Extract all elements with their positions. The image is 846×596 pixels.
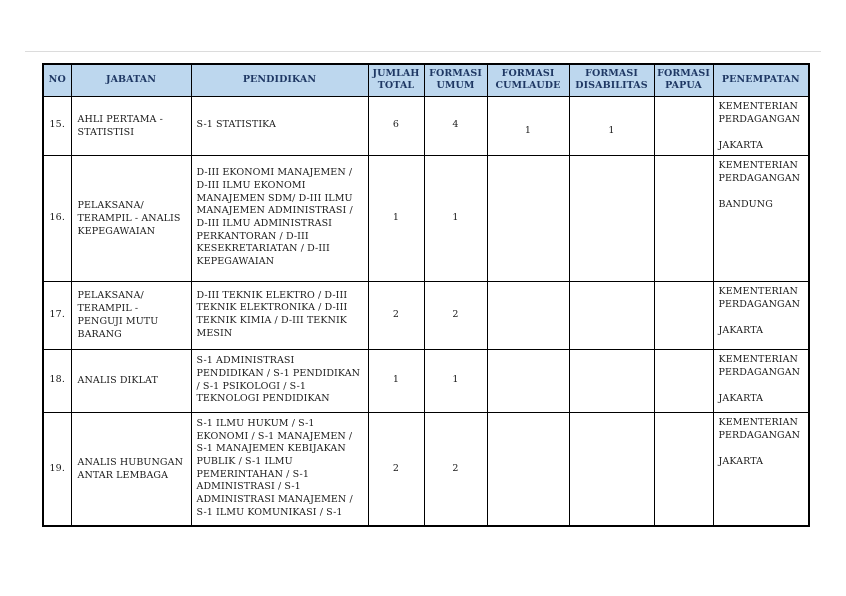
cell-no: 19.	[43, 412, 71, 526]
cell-formasi-papua	[654, 349, 713, 412]
table-row	[43, 412, 809, 526]
cell-jumlah-total: 1	[368, 349, 424, 412]
header-cell-pendidikan: PENDIDIKAN	[191, 64, 368, 96]
cell-jumlah-total: 2	[368, 412, 424, 526]
cell-formasi-disabilitas	[569, 281, 654, 349]
cell-formasi-umum: 1	[424, 155, 487, 281]
cell-pendidikan: D-III EKONOMI MANAJEMEN / D-III ILMU EKONOMI MANAJEMEN SDM/ D-III ILMU MANAJEMEN ADMINISTRASI / D-III ILMU ADMINISTRASI PERKANTORAN / D-III KESEKRETARIATAN / D-III KEPEGAWAIAN	[191, 155, 368, 281]
formasi-table	[42, 63, 810, 527]
header-cell-formasi-papua: FORMASI PAPUA	[654, 64, 713, 96]
cell-penempatan	[713, 349, 809, 412]
cell-no: 15.	[43, 96, 71, 155]
cell-pendidikan: D-III TEKNIK ELEKTRO / D-III TEKNIK ELEKTRONIKA / D-III TEKNIK KIMIA / D-III TEKNIK MESIN	[191, 281, 368, 349]
cell-pendidikan: S-1 ILMU HUKUM / S-1 EKONOMI / S-1 MANAJEMEN / S-1 MANAJEMEN KEBIJAKAN PUBLIK / S-1 ILMU PEMERINTAHAN / S-1 ADMINISTRASI / S-1 ADMINISTRASI MANAJEMEN / S-1 ILMU KOMUNIKASI / S-1	[191, 412, 368, 526]
table-row	[43, 281, 809, 349]
cell-formasi-papua	[654, 96, 713, 155]
cell-penempatan	[713, 412, 809, 526]
cell-jabatan: PELAKSANA/ TERAMPIL - PENGUJI MUTU BARANG	[71, 281, 191, 349]
penempatan-lokasi: JAKARTA	[718, 455, 764, 467]
cell-formasi-cumlaude	[487, 281, 569, 349]
header-cell-formasi-umum: FORMASI UMUM	[424, 64, 487, 96]
header-cell-no: NO	[43, 64, 71, 96]
cell-jumlah-total: 2	[368, 281, 424, 349]
penempatan-instansi: KEMENTERIAN PERDAGANGAN	[718, 416, 801, 441]
cell-jabatan: ANALIS HUBUNGAN ANTAR LEMBAGA	[71, 412, 191, 526]
header-cell-formasi-cumlaude: FORMASI CUMLAUDE	[487, 64, 569, 96]
penempatan-instansi: KEMENTERIAN PERDAGANGAN	[718, 353, 801, 378]
cell-formasi-cumlaude	[487, 349, 569, 412]
cell-no: 17.	[43, 281, 71, 349]
cell-formasi-papua	[654, 155, 713, 281]
cell-no: 18.	[43, 349, 71, 412]
penempatan-instansi: KEMENTERIAN PERDAGANGAN	[718, 285, 801, 310]
cell-formasi-disabilitas	[569, 412, 654, 526]
cell-pendidikan: S-1 STATISTIKA	[191, 96, 368, 155]
cell-jabatan: PELAKSANA/ TERAMPIL - ANALIS KEPEGAWAIAN	[71, 155, 191, 281]
penempatan-lokasi: JAKARTA	[718, 139, 764, 151]
cell-formasi-umum: 2	[424, 412, 487, 526]
cell-formasi-disabilitas	[569, 155, 654, 281]
table-row	[43, 155, 809, 281]
cell-penempatan	[713, 96, 809, 155]
cell-formasi-papua	[654, 412, 713, 526]
header-cell-jumlah-total: JUMLAH TOTAL	[368, 64, 424, 96]
table-row	[43, 349, 809, 412]
cell-no: 16.	[43, 155, 71, 281]
header-cell-penempatan: PENEMPATAN	[713, 64, 809, 96]
cell-formasi-cumlaude	[487, 412, 569, 526]
penempatan-instansi: KEMENTERIAN PERDAGANGAN	[718, 159, 801, 184]
header-cell-formasi-disabilitas: FORMASI DISABILITAS	[569, 64, 654, 96]
penempatan-lokasi: JAKARTA	[718, 324, 764, 336]
cell-penempatan	[713, 281, 809, 349]
cell-formasi-umum: 1	[424, 349, 487, 412]
cell-formasi-disabilitas: 1	[569, 96, 654, 155]
cell-formasi-umum: 2	[424, 281, 487, 349]
table-row	[43, 96, 809, 155]
cell-jabatan: ANALIS DIKLAT	[71, 349, 191, 412]
cell-jabatan: AHLI PERTAMA - STATISTISI	[71, 96, 191, 155]
cell-pendidikan: S-1 ADMINISTRASI PENDIDIKAN / S-1 PENDIDIKAN / S-1 PSIKOLOGI / S-1 TEKNOLOGI PENDIDIKAN	[191, 349, 368, 412]
cell-jumlah-total: 6	[368, 96, 424, 155]
penempatan-lokasi: BANDUNG	[718, 198, 773, 210]
page-top-divider	[25, 51, 821, 52]
cell-formasi-cumlaude	[487, 155, 569, 281]
cell-formasi-papua	[654, 281, 713, 349]
penempatan-instansi: KEMENTERIAN PERDAGANGAN	[718, 100, 801, 125]
penempatan-lokasi: JAKARTA	[718, 392, 764, 404]
cell-formasi-disabilitas	[569, 349, 654, 412]
cell-formasi-umum: 4	[424, 96, 487, 155]
cell-jumlah-total: 1	[368, 155, 424, 281]
table-header-row	[43, 64, 809, 96]
header-cell-jabatan: JABATAN	[71, 64, 191, 96]
cell-penempatan	[713, 155, 809, 281]
cell-formasi-cumlaude: 1	[487, 96, 569, 155]
